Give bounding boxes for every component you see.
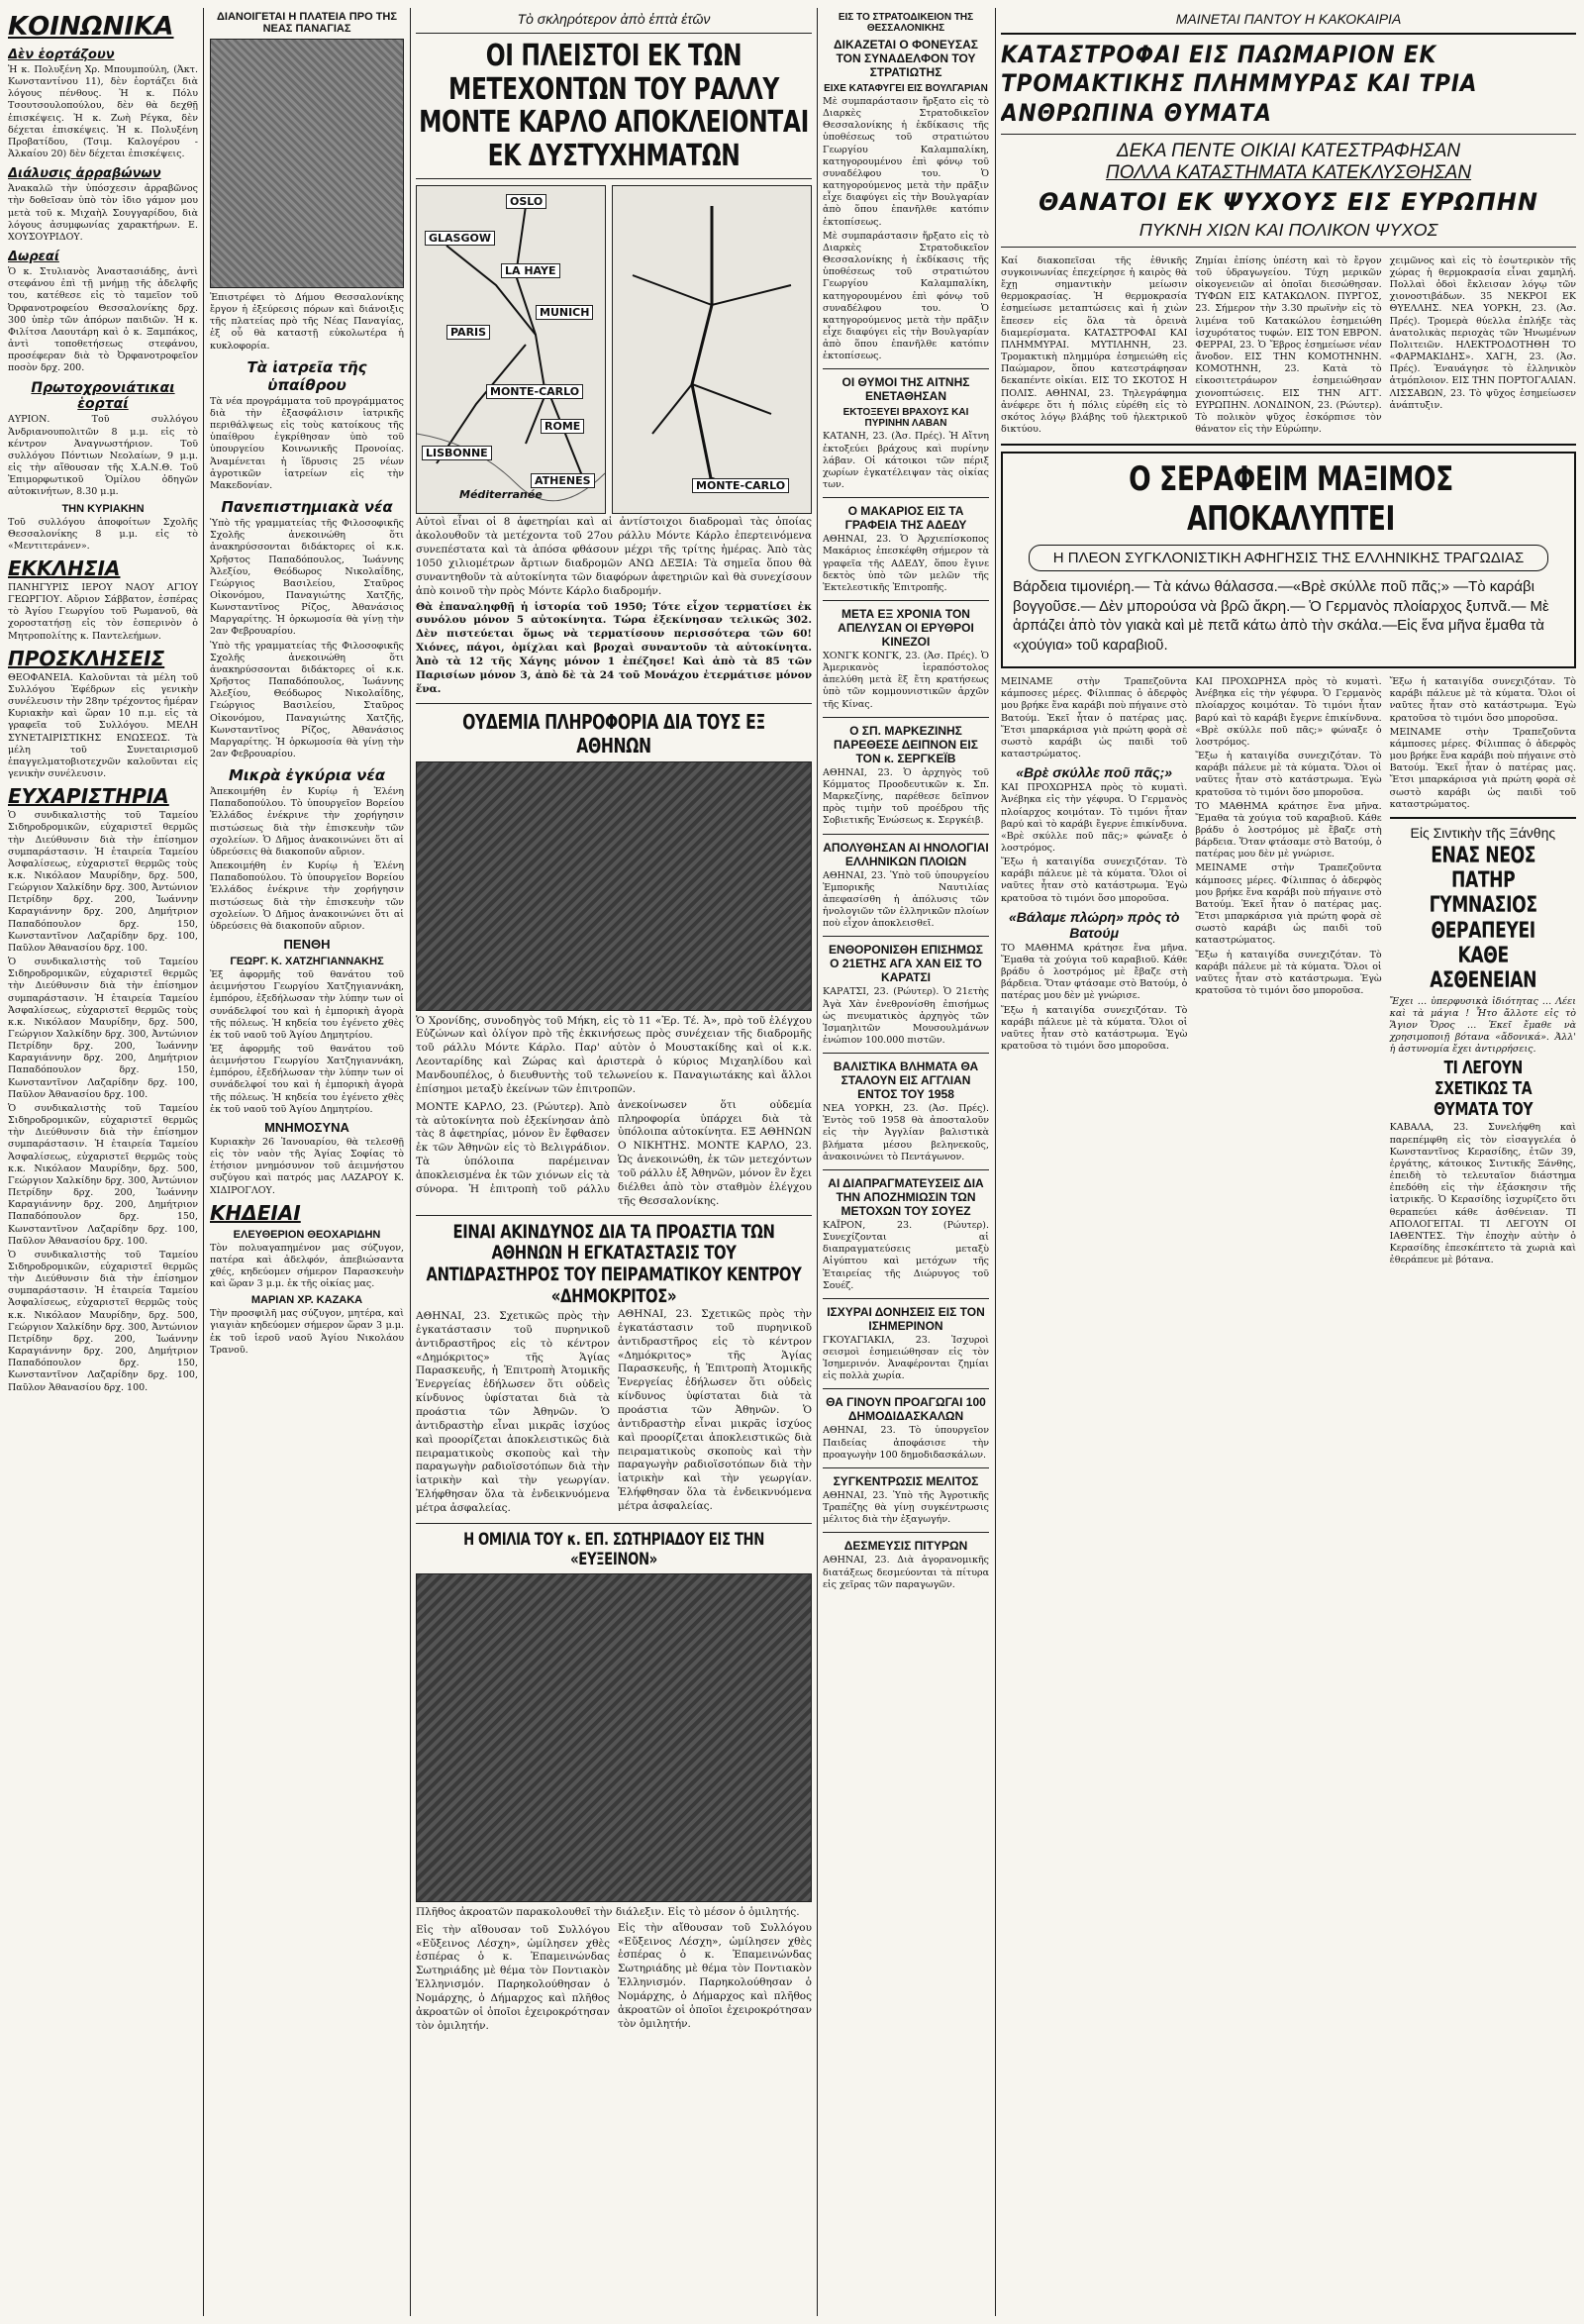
feature-text: ΜΕΙΝΑΜΕ στὴν Τραπεζοῦντα κάμποσες μέρες. Φίλιππας ὁ ἀδερφὸς μου βρήκε ἕνα καράβι ποὺ πήγαινε στὸ Βατούμ. Ἐκεῖ ἦταν ὁ πατέρας μας. Ἔτσι μπαρκάρισα γιὰ πρώτη φορὰ σὲ σωστὸ καράβι ὡς παιδὶ τοῦ καταστρώματος. xyxy=(1195,862,1382,947)
section-heading-social: ΚΟΙΝΩΝΙΚΑ xyxy=(8,12,174,42)
rally-body xyxy=(416,1099,812,1209)
feature-text: ΤΟ ΜΑΘΗΜΑ κράτησε ἕνα μῆνα. Ἔμαθα τὰ χούγια τοῦ καραβιοῦ. Κάθε βράδυ ὁ λοστρόμος μὲ ἔβαζε στὴ βάρδεια. Ὅταν φτάσαμε στὸ Βατούμ, ὁ πατέρας μου δὲν μὲ γνώρισε. xyxy=(1001,942,1188,1002)
divider xyxy=(416,1523,812,1524)
university-text: Ὑπὸ τῆς γραμματείας τῆς Φιλοσοφικῆς Σχολῆς ἀνεκοινώθη ὅτι ἀνακηρύσσονται διδάκτορες οἱ κ.κ. Χρῆστος Παπαδόπουλος, Ἰωάννης Ἀλεξίου, Θεόδωρος Νικολαΐδης, Γεώργιος Βασιλείου, Σταῦρος Οἰκονόμου, Παναγιώτης Χατζῆς, Κωνσταντῖνος Ρίζος, Ἀθανάσιος Μαργαρίτης. Ἡ ὁρκωμοσία θὰ γίνῃ τὴν 2αν Φεβρουαρίου. xyxy=(210,518,404,638)
invites-text: ΘΕΟΦΑΝΕΙΑ. Καλοῦνται τὰ μέλη τοῦ Συλλόγου Ἐφέδρων εἰς γενικὴν συνέλευσιν τὴν 28ην τρέχοντος ἡμέραν Κυριακὴν καὶ ὥραν 10 π.μ. εἰς τὰ γραφεῖα τοῦ Συλλόγου. ΜΕΛΗ ΣΥΝΕΤΑΙΡΙΣΤΙΚΗΣ ΕΝΩΣΕΩΣ. Τὰ μέλη τοῦ Συνεταιρισμοῦ ἐπαγγελματοβιοτεχνῶν καλοῦνται εἰς γενικὴν συνέλευσιν. xyxy=(8,671,198,780)
lecture-body xyxy=(416,1922,812,2035)
headline-lecture: Η ΟΜΙΛΙΑ ΤΟΥ κ. ΕΠ. ΣΩΤΗΡΙΑΔΟΥ ΕΙΣ ΤΗΝ «ΕΥΞΕΙΝΟΝ» xyxy=(463,1529,764,1569)
divider xyxy=(1001,134,1576,135)
feature-column xyxy=(1001,674,1187,1268)
subheading: Πρωτοχρονιάτικαι ἑορταί xyxy=(31,380,175,413)
section-heading-thanks: ΕΥΧΑΡΙΣΤΗΡΙΑ xyxy=(8,784,169,809)
brief-headline: Ο ΜΑΚΑΡΙΟΣ ΕΙΣ ΤΑ ΓΡΑΦΕΙΑ ΤΗΣ ΑΔΕΔΥ xyxy=(844,504,967,533)
map-label: MUNICH xyxy=(536,305,593,320)
small-news-text: Ἀπεκοιμήθη ἐν Κυρίῳ ἡ Ἑλένη Παπαδοπούλου. Τὸ ὑπουργεῖον Βορείου Ἑλλάδος ἐνέκρινε τὴν χορήγησιν πιστώσεως διὰ τὴν ἐπισκευὴν τῶν σχολείων. Ὁ Δῆμος ἀνακοινώνει ὅτι αἱ ὑδρεύσεις θὰ διακοποῦν αὔριον. xyxy=(210,860,404,932)
thanks-text: Ὁ συνδικαλιστὴς τοῦ Ταμείου Σιδηροδρομικῶν, εὐχαριστεῖ θερμῶς τὴν Διεύθυνσιν διὰ τὴν ἐπίσημον συμπαράστασιν. Ἡ ἐταιρεία Ταμείου Ἀσφαλίσεως, εὐχαριστεῖ θερμῶς τοὺς κ.κ. Νικόλαον Μαυρίδην, δρχ. 500, Γεώργιον Χαλκίδην δρχ. 300, Ἀντώνιον Πετρίδην δρχ. 200, Ἰωάννην Καραγιάννην δρχ. 200, Δημήτριον Παπαδόπουλον δρχ. 150, Κωνσταντῖνον Λαζαρίδην δρχ. 100, Παῦλον Ἀθανασίου δρχ. 100. xyxy=(8,957,198,1100)
column-rule xyxy=(817,8,818,2316)
funeral-text: Τὴν προσφιλῆ μας σύζυγον, μητέρα, καὶ γιαγιὰν κηδεύομεν σήμερον ὥραν 3 μ.μ. ἐκ τοῦ ἱεροῦ ναοῦ Ἁγίου Νικολάου Τρανοῦ. xyxy=(210,1308,404,1356)
brief-text: ΓΚΟΥΑΓΙΑΚΙΛ, 23. Ἰσχυροὶ σεισμοὶ ἐσημειώθησαν εἰς τὸν Ἰσημερινόν. Ἀναφέρονται ζημίαι εἰς πολλὰ χωρία. xyxy=(823,1334,989,1382)
kicker: Τὸ σκληρότερον ἀπὸ ἑπτὰ ἐτῶν xyxy=(517,11,711,27)
reactor-body-text: ΑΘΗΝΑΙ, 23. Σχετικῶς πρὸς τὴν ἐγκατάστασιν τοῦ πυρηνικοῦ ἀντιδραστῆρος εἰς τὸ κέντρον «Δημόκριτος» τῆς Ἁγίας Παρασκευῆς, ἡ Ἐπιτροπὴ Ἀτομικῆς Ἐνεργείας ἐδήλωσεν ὅτι οὐδεὶς κίνδυνος ὑφίσταται διὰ τὰ προάστια τῶν Ἀθηνῶν. Ὁ ἀντιδραστὴρ εἶναι μικρᾶς ἰσχύος καὶ προορίζεται ἀποκλειστικῶς διὰ πειραματικοὺς σκοποὺς καὶ τὴν παραγωγὴν ραδιοϊσοτόπων διὰ τὴν ἰατρικὴν καὶ τὴν γεωργίαν. Ἐλήφθησαν ὅλα τὰ ἐνδεικνυόμενα μέτρα ἀσφαλείας. xyxy=(618,1307,812,1512)
firsts-text: ΑΥΡΙΟΝ. Τοῦ συλλόγου Ἀνδριανουπολιτῶν 8 μ.μ. εἰς τὸ κέντρον Ἀναγνωστήριον. Τοῦ συλλόγου Πόντιων Νεολαίων, 9 μ.μ. εἰς τὴν αἴθουσαν τῆς Χ.Α.Ν.Θ. Τοῦ Ἐπιμορφωτικοῦ Ὁμίλου ὁδηγῶν αὐτοκινήτων, 8.30 μ.μ. xyxy=(8,414,198,498)
headline-athens-info: ΟΥΔΕΜΙΑ ΠΛΗΡΟΦΟΡΙΑ ΔΙΑ ΤΟΥΣ ΕΞ ΑΘΗΝΩΝ xyxy=(462,709,765,758)
feature-column xyxy=(1390,674,1576,1268)
feature-text: Ἔξω ἡ καταιγίδα συνεχιζόταν. Τὸ καράβι πάλευε μὲ τὰ κύματα. Ὅλοι οἱ ναῦτες ἦταν στὸ κατάστρωμα. Ἐγὼ κρατοῦσα τὸ τιμόνι ὅσο μποροῦσα. xyxy=(1389,676,1576,724)
column-briefs xyxy=(823,8,989,2316)
brief-subheadline: ΕΚΤΟΞΕΥΕΙ ΒΡΑΧΟΥΣ ΚΑΙ ΠΥΡΙΝΗΝ ΛΑΒΑΝ xyxy=(842,407,969,430)
headline-reactor: ΕΙΝΑΙ ΑΚΙΝΔΥΝΟΣ ΔΙΑ ΤΑ ΠΡΟΑΣΤΙΑ ΤΩΝ ΑΘΗΝΩΝ Η ΕΓΚΑΤΑΣΤΑΣΙΣ ΤΟΥ ΑΝΤΙΔΡΑΣΤΗΡΟΣ ΤΟΥ ΠΕΙΡΑΜΑΤΙΚΟΥ ΚΕΝΤΡΟΥ «ΔΗΜΟΚΡΙΤΟΣ» xyxy=(426,1220,802,1308)
clinic-text: Τὰ νέα προγράμματα τοῦ προγράμματος διὰ τὴν ἐξασφάλισιν ἰατρικῆς περιθάλψεως εἰς τοὺς κατοίκους τῆς ὑπαίθρου ἐγκρίθησαν ὑπὸ τοῦ ὑπουργείου Κοινωνικῆς Προνοίας. Ἀναμένεται ἡ ἵδρυσις 25 νέων ἀγροτικῶν ἰατρείων εἰς τὴν Μακεδονίαν. xyxy=(210,395,404,491)
weather-columns xyxy=(1001,253,1576,438)
divider xyxy=(823,1467,989,1468)
brief-headline: Ο ΣΠ. ΜΑΡΚΕΖΙΝΗΣ ΠΑΡΕΘΕΣΕ ΔΕΙΠΝΟΝ ΕΙΣ ΤΟΝ κ. ΣΕΡΓΚΕΪΒ xyxy=(834,723,978,765)
brief-headline: ΘΑ ΓΙΝΟΥΝ ΠΡΟΑΓΩΓΑΙ 100 ΔΗΜΟΔΙΔΑΣΚΑΛΩΝ xyxy=(826,1395,986,1424)
feature-text: ΜΕΙΝΑΜΕ στὴν Τραπεζοῦντα κάμποσες μέρες. Φίλιππας ὁ ἀδερφὸς μου βρήκε ἕνα καράβι ποὺ πήγαινε στὸ Βατούμ. Ἐκεῖ ἦταν ὁ πατέρας μας. Ἔτσι μπαρκάρισα γιὰ πρώτη φορὰ σὲ σωστὸ καράβι ὡς παιδὶ τοῦ καταστρώματος. xyxy=(1001,676,1188,760)
divider xyxy=(416,178,812,179)
gifts-text: Ὁ κ. Στυλιανὸς Ἀναστασιάδης, ἀντὶ στεφάνου ἐπὶ τῇ μνήμῃ τῆς ἀδελφῆς του, κατέθεσε εἰς τὸ ταμεῖον τοῦ Ὀρφανοτροφείου Θεσσαλονίκης δρχ. 300 ὑπὲρ τῶν ἀπόρων παιδιῶν. Ἡ κ. Φιλίτσα Λαουτάρη καὶ ὁ κ. Ξαμπάκος, ἀντὶ τοποθετήσεως στεφάνου, προσέφεραν διὰ τὸ Ὀρφανοτροφεῖον ποσὸν δρχ. 200. xyxy=(8,266,198,374)
section-heading-invites: ΠΡΟΣΚΛΗΣΕΙΣ xyxy=(8,646,165,670)
feature-headline: Ο ΣΕΡΑΦΕΙΜ ΜΑΞΙΜΟΣ ΑΠΟΚΑΛΥΠΤΕΙ xyxy=(1129,459,1453,540)
map-label: ROME xyxy=(541,419,584,434)
subheading: ΠΕΝΘΗ xyxy=(283,937,331,953)
feature-text: ΚΑΙ ΠΡΟΧΩΡΗΣΑ πρὸς τὸ κυματὶ. Ἀνέβηκα εἰς τὴν γέφυρα. Ὁ Γερμανὸς πλοίαρχος κοιμόταν. Τὸ τιμόνι ἦταν βαρύ καὶ τὸ καράβι ἔγερνε ἐπικίνδυνα. «Βρὲ σκύλλε ποῦ πᾶς;» φώναξε ὁ λοστρόμος. xyxy=(1001,782,1188,855)
church-text: ΠΑΝΗΓΥΡΙΣ ΙΕΡΟΥ ΝΑΟΥ ΑΓΙΟΥ ΓΕΩΡΓΙΟΥ. Αὔριον Σάββατον, ἑσπέρας τὸ Ἀγίου Γεωργίου τοῦ Ρωμανοῦ, θὰ χοροστατήσῃ εἰς τὸν ἑσπερινὸν ὁ Μητροπολίτης κ. Παντελεήμων. xyxy=(8,582,198,642)
map-label: LISBONNE xyxy=(422,446,492,460)
social-text: Ἡ κ. Πολυξένη Χρ. Μπουμπούλη, (Ἀκτ. Κωνσταντίνου 11), δὲν ἑορτάζει διὰ λόγους πένθους. Ἡ κ. Πόλυ Τσουτσουλοπούλου, δὲν θὰ δεχθῇ ἐπισκέψεις. Ἡ κ. Ζωὴ Ρέγκα, δὲν δέχεται ἐπισκέψεις. Ἡ κ. Πολυξένη Προβατίδου, (Τσιμ. Καλογέρου - Ἀλκαίου 20) δὲν δέχεται ἐπισκέψεις. xyxy=(8,64,198,160)
ad-headline-2: ΤΙ ΛΕΓΟΥΝ ΣΧΕΤΙΚΩΣ ΤΑ ΘΥΜΑΤΑ ΤΟΥ xyxy=(1433,1058,1533,1121)
divider xyxy=(823,1298,989,1299)
building-photo xyxy=(210,39,404,288)
brief-headline: ΟΙ ΘΥΜΟΙ ΤΗΣ ΑΙΤΝΗΣ ΕΝΕΤΑΘΗΣΑΝ xyxy=(842,375,970,404)
column-rule xyxy=(410,8,411,2316)
feature-column xyxy=(1195,674,1381,1268)
subheading: Δωρεαί xyxy=(8,250,59,265)
divider xyxy=(823,1053,989,1054)
memorial-text: Κυριακὴν 26 Ἰανουαρίου, θὰ τελεσθῇ εἰς τὸν ναὸν τῆς Ἁγίας Σοφίας τὸ ἐτήσιον μνημόσυνον τοῦ ἀειμνήστου συζύγου καὶ πατρός μας ΛΑΖΑΡΟΥ Κ. ΧΙΔΙΡΟΓΛΟΥ. xyxy=(210,1136,404,1196)
divider xyxy=(823,1388,989,1389)
thanks-text: Ὁ συνδικαλιστὴς τοῦ Ταμείου Σιδηροδρομικῶν, εὐχαριστεῖ θερμῶς τὴν Διεύθυνσιν διὰ τὴν ἐπίσημον συμπαράστασιν. Ἡ ἐταιρεία Ταμείου Ἀσφαλίσεως, εὐχαριστεῖ θερμῶς τοὺς κ.κ. Νικόλαον Μαυρίδην, δρχ. 500, Γεώργιον Χαλκίδην δρχ. 300, Ἀντώνιον Πετρίδην δρχ. 200, Ἰωάννην Καραγιάννην δρχ. 200, Δημήτριον Παπαδόπουλον δρχ. 150, Κωνσταντῖνον Λαζαρίδην δρχ. 100, Παῦλον Ἀθανασίου δρχ. 100. xyxy=(8,1102,198,1247)
mourning-text: Ἐξ ἀφορμῆς τοῦ θανάτου τοῦ ἀειμνήστου Γεωργίου Χατζηγιαννάκη, ἐμπόρου, ἐξεδήλωσαν τὴν λύπην των οἱ συνάδελφοί του καὶ ἡ ἐμπορικὴ ἀγορὰ τῆς πόλεως. Ἡ κηδεία του ἐγένετο χθὲς ἐκ τοῦ ναοῦ τοῦ Ἁγίου Δημητρίου. xyxy=(210,1043,404,1115)
ad-text: Ἔχει … ὑπερφυσικὰ ἰδιότητας … Λέει καὶ τὰ μάγια ! Ἦτο ἄλλοτε εἰς τὸ Ἅγιον Ὄρος … Ἐκεῖ ἔμαθε νὰ χρησιμοποιῇ βότανα «ἄδονικά». Ἀλλ' ἡ ἀστυνομία ἔχει ἀντιρρήσεις. xyxy=(1389,995,1576,1056)
divider xyxy=(823,1169,989,1170)
audience-photo-caption: Πλῆθος ἀκροατῶν παρακολουθεῖ τὴν διάλεξιν. Εἰς τὸ μέσον ὁ ὁμιλητής. xyxy=(416,1905,800,1918)
reactor-body xyxy=(416,1308,812,1517)
feature-text: ΤΟ ΜΑΘΗΜΑ κράτησε ἕνα μῆνα. Ἔμαθα τὰ χούγια τοῦ καραβιοῦ. Κάθε βράδυ ὁ λοστρόμος μὲ ἔβαζε στὴ βάρδεια. Ὅταν φτάσαμε στὸ Βατούμ, ὁ πατέρας μου δὲν μὲ γνώρισε. xyxy=(1195,800,1382,860)
brief-text: ΝΕΑ ΥΟΡΚΗ, 23. (Ἀσ. Πρές). Ἐντὸς τοῦ 1958 θὰ ἀποσταλοῦν εἰς τὴν Ἀγγλίαν βαλιστικὰ βλήματα μέσου βεληνεκοῦς, ἀνακοινώνει τὸ Πεντάγωνον. xyxy=(823,1103,989,1162)
map-label: MONTE-CARLO xyxy=(486,384,583,399)
brief-text: ΑΘΗΝΑΙ, 23. Διὰ ἀγορανομικῆς διατάξεως δεσμεύονται τὰ πίτυρα εἰς χεῖρας τῶν παραγωγῶν. xyxy=(823,1555,989,1590)
map-label: MONTE-CARLO xyxy=(692,478,789,493)
subheading: ΤΗΝ ΚΥΡΙΑΚΗΝ xyxy=(61,502,145,515)
brief-text: ΚΑΤΑΝΗ, 23. (Ἀσ. Πρές). Ἡ Αἴτνη ἐκτοξεύει βράχους καὶ πυρίνην λάβαν. Οἱ κάτοικοι τῶν πέριξ χωρίων ἐγκατέλειψαν τὰς οἰκίας των. xyxy=(823,431,989,491)
feature-text: ΚΑΙ ΠΡΟΧΩΡΗΣΑ πρὸς τὸ κυματὶ. Ἀνέβηκα εἰς τὴν γέφυρα. Ὁ Γερμανὸς πλοίαρχος κοιμόταν. Τὸ τιμόνι ἦταν βαρύ καὶ τὸ καράβι ἔγερνε ἐπικίνδυνα. «Βρὲ σκύλλε ποῦ πᾶς;» φώναξε ὁ λοστρόμος. xyxy=(1195,676,1382,748)
engage-text: Ἀνακαλῶ τὴν ὑπόσχεσιν ἀρραβῶνος τὴν δοθεῖσαν ὑπὸ τὸν ἰδιο γάμον μου μετὰ τοῦ κ. Μιχαὴλ Σουγγαρίδου, διὰ λόγους ἀσυμφωνίας χαρακτήρων. Ε. ΧΟΥΣΟΥΡΙΔΟΥ. xyxy=(8,183,198,243)
feature-text: Ἔξω ἡ καταιγίδα συνεχιζόταν. Τὸ καράβι πάλευε μὲ τὰ κύματα. Ὅλοι οἱ ναῦτες ἦταν στὸ κατάστρωμα. Ἐγὼ κρατοῦσα τὸ τιμόνι ὅσο μποροῦσα. xyxy=(1001,1004,1188,1053)
map-label: ATHENES xyxy=(531,473,595,488)
subheading: ΜΝΗΜΟΣΥΝΑ xyxy=(264,1119,349,1135)
brief-text: ΑΘΗΝΑΙ, 23. Ὁ Ἀρχιεπίσκοπος Μακάριος ἐπεσκέφθη σήμερον τὰ γραφεῖα τῆς ΑΔΕΔΥ, ὅπου ἔγινε δεκτὸς ὑπὸ τῶν μελῶν τῆς Ἐκτελεστικῆς Ἐπιτροπῆς. xyxy=(823,534,989,593)
column-rule xyxy=(203,8,204,2316)
weather-text: χειμῶνος καὶ εἰς τὸ ἐσωτερικὸν τῆς χώρας ἡ θερμοκρασία εἶναι χαμηλή. Πολλαὶ ὁδοὶ ἔκλεισαν λόγῳ τῶν χιονοστιβάδων. 35 ΝΕΚΡΟΙ ΕΚ ΘΥΕΛΛΗΣ. ΝΕΑ ΥΟΡΚΗ, 23. (Ἀσ. Πρές). Τρομερὰ θύελλα ἐπλήξε τὰς ἀνατολικὰς περιοχὰς τῶν Ἡνωμένων Πολιτειῶν. ΗΛΕΚΤΡΟΔΟΤΗΘΗ ΤΟ «ΦΑΡΜΑΚΙΔΗΣ». ΧΑΓΗ, 23. (Ἀσ. Πρές). Ἐναυάγησε τὸ ἑλληνικὸν ἀτμόπλοιον. ΕΙΣ ΤΗΝ ΠΟΡΤΟΓΑΛΙΑΝ. ΛΙΣΣΑΒΩΝ, 23. Τὸ ψῦχος ἐσημείωσεν ἀνάπτυξιν. xyxy=(1389,254,1576,411)
brief-text: ΚΑΪΡΟΝ, 23. (Ρώυτερ). Συνεχίζονται αἱ διαπραγματεύσεις μεταξὺ Αἰγύπτου καὶ μετόχων τῆς Ἑταιρείας τῆς Διώρυγος τοῦ Σουέζ. xyxy=(823,1219,989,1291)
thanks-text: Ὁ συνδικαλιστὴς τοῦ Ταμείου Σιδηροδρομικῶν, εὐχαριστεῖ θερμῶς τὴν Διεύθυνσιν διὰ τὴν ἐπίσημον συμπαράστασιν. Ἡ ἐταιρεία Ταμείου Ἀσφαλίσεως, εὐχαριστεῖ θερμῶς τοὺς κ.κ. Νικόλαον Μαυρίδην, δρχ. 500, Γεώργιον Χαλκίδην δρχ. 300, Ἀντώνιον Πετρίδην δρχ. 200, Ἰωάννην Καραγιάννην δρχ. 200, Δημήτριον Παπαδόπουλον δρχ. 150, Κωνσταντῖνον Λαζαρίδην δρχ. 100, Παῦλον Ἀθανασίου δρχ. 100. xyxy=(8,1249,198,1393)
column-classifieds xyxy=(8,8,198,2316)
thanks-text: Ὁ συνδικαλιστὴς τοῦ Ταμείου Σιδηροδρομικῶν, εὐχαριστεῖ θερμῶς τὴν Διεύθυνσιν διὰ τὴν ἐπίσημον συμπαράστασιν. Ἡ ἐταιρεία Ταμείου Ἀσφαλίσεως, εὐχαριστεῖ θερμῶς τοὺς κ.κ. Νικόλαον Μαυρίδην, δρχ. 500, Γεώργιον Χαλκίδην δρχ. 300, Ἀντώνιον Πετρίδην δρχ. 200, Ἰωάννην Καραγιάννην δρχ. 200, Δημήτριον Παπαδόπουλον δρχ. 150, Κωνσταντῖνον Λαζαρίδην δρχ. 100, Παῦλον Ἀθανασίου δρχ. 100. xyxy=(8,810,198,954)
map-caption-2: Θὰ ἐπαναληφθῇ ἡ ἱστορία τοῦ 1950; Τότε εἶχον τερματίσει ἐκ συνόλου μόνον 5 αὐτοκίνητα. Τώρα ἐξεκίνησαν τελικῶς 302. Δὲν πιστεύεται ὅμως νὰ τερματίσουν περισσότερα τῶν 60! Χιόνες, πάγοι, ὀμίχλαι καὶ βροχαὶ συναντοῦν τὰ αὐτοκίνητα. Ἀπὸ τὰ 12 τῆς Χάγης μόνον 1 ἐπέζησε! Καὶ ἀπὸ τὰ 85 τῶν Παρισίων μόνον 3, ἀπὸ δὲ τὰ 24 τοῦ Μονάχου ἐτερμάτισε μόνον ἕνα. xyxy=(416,600,812,695)
divider xyxy=(1390,817,1576,819)
brief-text: ΑΘΗΝΑΙ, 23. Ὁ ἀρχηγὸς τοῦ Κόμματος Προοδευτικῶν κ. Σπ. Μαρκεζίνης, παρέθεσε δεῖπνον πρὸς τιμὴν τοῦ προέδρου τῆς Σοβιετικῆς Ἑνώσεως κ. Σεργκέιβ. xyxy=(823,766,989,827)
divider xyxy=(823,368,989,369)
map-label: PARIS xyxy=(446,325,490,340)
divider xyxy=(416,1215,812,1216)
route-map xyxy=(416,185,606,514)
divider xyxy=(1001,444,1576,446)
map-label: LA HAYE xyxy=(501,263,560,278)
convergence-map-lines xyxy=(613,186,811,513)
divider xyxy=(823,717,989,718)
brief-text: ΧΟΝΓΚ ΚΟΝΓΚ, 23. (Ἀσ. Πρές). Ὁ Ἀμερικανὸς ἱεραπόστολος ἀπελύθη μετὰ ἓξ ἔτη κρατήσεως ὑπὸ τῶν κομμουνιστικῶν ἀρχῶν τῆς Κίνας. xyxy=(823,651,989,710)
audience-photo xyxy=(416,1573,812,1902)
ad-body: ΚΑΒΑΛΑ, 23. Συνελήφθη καὶ παρεπέμφθη εἰς τὸν εἰσαγγελέα ὁ Κωνσταντῖνος Κερασίδης, ἐτῶν 39, ἐργάτης, κάτοικος Σιντικῆς Ξάνθης, ἐπειδὴ τὸ τελευταῖον διάστημα ἐπεδόθη εἰς τὴν ἐξάσκησιν τῆς ἰατρικῆς. Ὁ Κερασίδης ἰσχυρίζετο ὅτι θεραπεύει κάθε ἀσθένειαν. ΤΙ ΑΠΟΛΟΓΕΙΤΑΙ. ΤΙ ΛΕΓΟΥΝ ΟΙ ΙΑΘΕΝΤΕΣ. Τὴν ἐποχὴν αὐτὴν ὁ Κερασίδης ἐπεσκέπτετο τὰ χωριὰ καὶ ἐθεράπευε μὲ βότανα. xyxy=(1389,1122,1576,1266)
reactor-body-text: ΑΘΗΝΑΙ, 23. Σχετικῶς πρὸς τὴν ἐγκατάστασιν τοῦ πυρηνικοῦ ἀντιδραστῆρος εἰς τὸ κέντρον «Δημόκριτος» τῆς Ἁγίας Παρασκευῆς, ἡ Ἐπιτροπὴ Ἀτομικῆς Ἐνεργείας ἐδήλωσεν ὅτι οὐδεὶς κίνδυνος ὑφίσταται διὰ τὰ προάστια τῶν Ἀθηνῶν. Ὁ ἀντιδραστὴρ εἶναι μικρᾶς ἰσχύος καὶ προορίζεται ἀποκλειστικῶς διὰ πειραματικοὺς σκοποὺς καὶ τὴν παραγωγὴν ραδιοϊσοτόπων διὰ τὴν ἰατρικὴν καὶ τὴν γεωργίαν. Ἐλήφθησαν ὅλα τὰ ἐνδεικνυόμενα μέτρα ἀσφαλείας. xyxy=(416,1309,610,1514)
ad-kicker: Εἰς Σιντικὴν τῆς Ξάνθης xyxy=(1410,824,1556,841)
kicker: ΜΑΙΝΕΤΑΙ ΠΑΝΤΟΥ Η ΚΑΚΟΚΑΙΡΙΑ xyxy=(1175,11,1402,27)
feature-text: Ἔξω ἡ καταιγίδα συνεχιζόταν. Τὸ καράβι πάλευε μὲ τὰ κύματα. Ὅλοι οἱ ναῦτες ἦταν στὸ κατάστρωμα. Ἐγὼ κρατοῦσα τὸ τιμόνι ὅσο μποροῦσα. xyxy=(1001,857,1188,904)
brief-text: Μὲ συμπαράστασιν ἤρξατο εἰς τὸ Διαρκὲς Στρατοδικεῖον Θεσσαλονίκης ἡ ἐκδίκασις τῆς ὑποθέσεως τοῦ στρατιώτου Γεωργίου Καλαμπαλίκη, κατηγορουμένου ἐπὶ φόνῳ τοῦ συναδέλφου του. Ὁ κατηγορούμενος μετὰ τὴν πρᾶξιν εἶχε διαφύγει εἰς τὴν Βουλγαρίαν ἀπὸ ὅπου ἐπανῆλθε κατόπιν ἐκτοπίσεως. xyxy=(823,230,989,362)
brief-text: Μὲ συμπαράστασιν ἤρξατο εἰς τὸ Διαρκὲς Στρατοδικεῖον Θεσσαλονίκης ἡ ἐκδίκασις τῆς ὑποθέσεως τοῦ στρατιώτου Γεωργίου Καλαμπαλίκη, κατηγορουμένου ἐπὶ φόνῳ τοῦ συναδέλφου του. Ὁ κατηγορούμενος μετὰ τὴν πρᾶξιν εἶχε διαφύγει εἰς τὴν Βουλγαρίαν ἀπὸ ὅπου ἐπανῆλθε κατόπιν ἐκτοπίσεως. xyxy=(823,96,989,228)
divider xyxy=(823,497,989,498)
feature-box xyxy=(1001,452,1576,668)
divider xyxy=(823,936,989,937)
subheading: Τὰ ἰατρεῖα τῆς ὑπαίθρου xyxy=(247,357,367,394)
section-heading-church: ΕΚΚΛΗΣΙΑ xyxy=(8,556,121,580)
lecture-body-text: Εἰς τὴν αἴθουσαν τοῦ Συλλόγου «Εὔξεινος Λέσχη», ὡμίλησεν χθὲς ἑσπέρας ὁ κ. Ἐπαμεινώνδας Σωτηριάδης μὲ θέμα τὸν Ποντιακὸν Ἑλληνισμόν. Παρηκολούθησαν ὁ Νομάρχης, ὁ Δήμαρχος καὶ πλῆθος ἀκροατῶν οἱ ὁποῖοι ἐχειροκρότησαν τὸν ὁμιλητήν. xyxy=(416,1923,610,2032)
brief-headline: ΕΝΘΟΡΟΝΙΣΘΗ ΕΠΙΣΗΜΩΣ Ο 21ΕΤΗΣ ΑΓΑ ΧΑΝ ΕΙΣ ΤΟ ΚΑΡΑΤΣΙ xyxy=(829,943,983,985)
cold-subheadline: ΠΥΚΝΗ ΧΙΩΝ ΚΑΙ ΠΟΛΙΚΟΝ ΨΥΧΟΣ xyxy=(1138,219,1438,240)
headline-cold: ΘΑΝΑΤΟΙ ΕΚ ΨΥΧΟΥΣ ΕΙΣ ΕΥΡΩΠΗΝ xyxy=(1039,187,1538,216)
brief-text: ΑΘΗΝΑΙ, 23. Τὸ ὑπουργεῖον Παιδείας ἀποφάσισε τὴν προαγωγὴν 100 δημοδιδασκάλων. xyxy=(823,1425,989,1461)
feature-text: Ἔξω ἡ καταιγίδα συνεχιζόταν. Τὸ καράβι πάλευε μὲ τὰ κύματα. Ὅλοι οἱ ναῦτες ἦταν στὸ κατάστρωμα. Ἐγὼ κρατοῦσα τὸ τιμόνι ὅσο μποροῦσα. xyxy=(1195,751,1382,798)
divider xyxy=(416,33,812,34)
map-label: Méditerranée xyxy=(459,488,543,502)
brief-headline: ΔΕΣΜΕΥΣΙΣ ΠΙΤΥΡΩΝ xyxy=(843,1539,968,1554)
subheading: Μικρὰ ἐγκύρια νέα xyxy=(228,766,386,785)
brief-text: ΑΘΗΝΑΙ, 23. Ὑπὸ τοῦ ὑπουργείου Ἐμπορικῆς Ναυτιλίας ἀπεφασίσθη ἡ ἀπόλυσις τῶν ἠνολογιῶν τῶν ἑλληνικῶν πλοίων ποὺ εἶχον ἀποκλεισθεῖ. xyxy=(823,869,989,930)
brief-headline: ΑΠΟΛΥΘΗΣΑΝ ΑΙ ΗΝΟΛΟΓΙΑΙ ΕΛΛΗΝΙΚΩΝ ΠΛΟΙΩΝ xyxy=(823,840,989,868)
headline-flood: ΚΑΤΑΣΤΡΟΦΑΙ ΕΙΣ ΠΑΩΜΑΡΙΟΝ ΕΚ ΤΡΟΜΑΚΤΙΚΗΣ ΠΛΗΜΜΥΡΑΣ ΚΑΙ ΤΡΙΑ ΑΝΘΡΩΠΙΝΑ ΘΥΜΑΤΑ xyxy=(1001,41,1478,127)
flood-subheadline: ΠΟΛΛΑ ΚΑΤΑΣΤΗΜΑΤΑ ΚΑΤΕΚΛΥΣΘΗΣΑΝ xyxy=(1105,161,1472,183)
ad-headline: ΕΝΑΣ ΝΕΟΣ ΠΑΤΗΡ ΓΥΜΝΑΣΙΟΣ ΘΕΡΑΠΕΥΕΙ ΚΑΘΕ ΑΣΘΕΝΕΙΑΝ xyxy=(1429,843,1537,994)
brief-headline: ΜΕΤΑ ΕΞ ΧΡΟΝΙΑ ΤΟΝ ΑΠΕΛΥΣΑΝ ΟΙ ΕΡΥΘΡΟΙ ΚΙΝΕΖΟΙ xyxy=(838,607,974,649)
divider xyxy=(1001,247,1576,248)
feature-crosshead: «Βρὲ σκύλλε ποῦ πᾶς;» xyxy=(1016,764,1173,781)
mourning-name: ΓΕΩΡΓ. Κ. ΧΑΤΖΗΓΙΑΝΝΑΚΗΣ xyxy=(230,956,384,968)
section-heading-funerals: ΚΗΔΕΙΑΙ xyxy=(210,1200,301,1225)
convergence-map xyxy=(612,185,812,514)
rally-body-text: ΜΟΝΤΕ ΚΑΡΛΟ, 23. (Ρώυτερ). Ἀπὸ τὰ αὐτοκίνητα ποὺ ἐξεκίνησαν ἀπὸ τὰς 8 ἀφετηρίας, μόνον ἓν ἔφθασεν ἐκ τῶν Ἀθηνῶν εἰς τὸ Βελιγράδιον. Τὰ ὑπόλοιπα παρέμειναν ἀποκλεισμένα ἐκ τῶν χιόνων εἰς τὰ σύνορα. Ἡ ἐπιτροπὴ τοῦ ράλλυ ἀνεκοίνωσεν ὅτι οὐδεμία πληροφορία ὑπάρχει διὰ τὰ ὑπόλοιπα αὐτοκίνητα. ΕΞ ΑΘΗΝΩΝ Ο ΝΙΚΗΤΗΣ. ΜΟΝΤΕ ΚΑΡΛΟ, 23. Ὡς ἀνεκοινώθη, ἐκ τῶν μετεχόντων τοῦ ράλλυ ἐξ Ἀθηνῶν, μόνον ἓν ἔχει διέλθει ἀπὸ τὸν σταθμὸν ἐλέγχου τῆς Θεσσαλονίκης. xyxy=(416,1098,812,1207)
divider xyxy=(823,1532,989,1533)
brief-text: ΑΘΗΝΑΙ, 23. Ὑπὸ τῆς Ἀγροτικῆς Τραπέζης θὰ γίνῃ συγκέντρωσις μέλιτος διὰ τὴν ἐξαγωγήν. xyxy=(823,1489,989,1526)
brief-headline: ΒΑΛΙΣΤΙΚΑ ΒΛΗΜΑΤΑ ΘΑ ΣΤΑΛΟΥΝ ΕΙΣ ΑΓΓΛΙΑΝ ΕΝΤΟΣ ΤΟΥ 1958 xyxy=(833,1060,979,1102)
mourning-text: Ἐξ ἀφορμῆς τοῦ θανάτου τοῦ ἀειμνήστου Γεωργίου Χατζηγιαννάκη, ἐμπόρου, ἐξεδήλωσαν τὴν λύπην των οἱ συνάδελφοί του καὶ ἡ ἐμπορικὴ ἀγορὰ τῆς πόλεως. Ἡ κηδεία του ἐγένετο χθὲς ἐκ τοῦ ναοῦ τοῦ Ἁγίου Δημητρίου. xyxy=(210,969,404,1041)
brief-headline: ΙΣΧΥΡΑΙ ΔΟΝΗΣΕΙΣ ΕΙΣ ΤΟΝ ΙΣΗΜΕΡΙΝΟΝ xyxy=(827,1304,985,1333)
weather-text: Καί διακοπεῖσαι τῆς ἐθνικῆς συγκοινωνίας ἐπεχείρησε ἡ καιρὸς θὰ ἔχῃ σημαντικὴν μείωσιν θερμοκρασίας. Ἡ θερμοκρασία ἐσημείωσε μεταπτώσεις καὶ ἡ χιὼν ἔπεσεν εἰς ὅλα τὰ ὀρεινὰ διαμερίσματα. ΚΑΤΑΣΤΡΟΦΑΙ ΚΑΙ ΠΛΗΜΜΥΡΑΙ. ΜΥΤΙΛΗΝΗ, 23. Τρομακτικὴ πλημμύρα ἐσημειώθη εἰς Παώμαρον, ὅπου κατεστράφησαν δεκαπέντε οἰκίαι. ΕΙΣ ΤΟ ΣΚΟΤΟΣ Η ΠΟΛΙΣ. ΑΘΗΝΑΙ, 23. Τηλεγράφημα ἀνέφερε ὅτι ἡ πόλις εὑρέθη εἰς τὸ σκότος λόγῳ βλάβης τοῦ ἠλεκτρικοῦ δικτύου. xyxy=(1001,254,1188,435)
feature-text: ΜΕΙΝΑΜΕ στὴν Τραπεζοῦντα κάμποσες μέρες. Φίλιππας ὁ ἀδερφὸς μου βρήκε ἕνα καράβι ποὺ πήγαινε στὸ Βατούμ. Ἐκεῖ ἦταν ὁ πατέρας μας. Ἔτσι μπαρκάρισα γιὰ πρώτη φορὰ σὲ σωστὸ καράβι ὡς παιδὶ τοῦ καταστρώματος. xyxy=(1389,726,1576,810)
feature-crosshead: «Βάλαμε πλώρη» πρὸς τὸ Βατούμ xyxy=(1008,908,1180,941)
brief-headline: ΑΙ ΔΙΑΠΡΑΓΜΑΤΕΥΣΕΙΣ ΔΙΑ ΤΗΝ ΑΠΟΖΗΜΙΩΣΙΝ ΤΩΝ ΜΕΤΟΧΩΝ ΤΟΥ ΣΟΥΕΖ xyxy=(828,1175,984,1218)
headline-rally: ΟΙ ΠΛΕΙΣΤΟΙ ΕΚ ΤΩΝ ΜΕΤΕΧΟΝΤΩΝ ΤΟΥ ΡΑΛΛΥ ΜΟΝΤΕ ΚΑΡΛΟ ΑΠΟΚΛΕΙΟΝΤΑΙ ΕΚ ΔΥΣΤΥΧΗΜΑΤΩΝ xyxy=(419,39,809,173)
feature-subheadline: Η ΠΛΕΟΝ ΣΥΓΚΛΟΝΙΣΤΙΚΗ ΑΦΗΓΗΣΙΣ ΤΗΣ ΕΛΛΗΝΙΚΗΣ ΤΡΑΓΩΔΙΑΣ xyxy=(1029,545,1548,571)
feature-lead: Βάρδεια τιμονιέρη.— Τὰ κάνω θάλασσα.—«Βρὲ σκύλλε ποῦ πᾶς;» —Τὸ καράβι βογγοῦσε.— Δὲν μπορούσα νὰ βρῶ ἄκρη.— Ὁ Γερμανὸς πλοίαρχος ξυπνᾶ.— Μὲ ἁρπάζει ἀπὸ τὸν γιακὰ καὶ μὲ πετᾶ κάτω ἀπὸ τὴν σκάλα.—Εἰς ἕνα μῆνα ἔμαθα τὰ «χούγια» τοῦ καραβιοῦ. xyxy=(1013,578,1549,654)
brief-kicker: ΕΙΣ ΤΟ ΣΤΡΑΤΟΔΙΚΕΙΟΝ ΤΗΣ ΘΕΣΣΑΛΟΝΙΚΗΣ xyxy=(838,12,974,34)
divider xyxy=(823,600,989,601)
subheading: Διάλυσις ἀρραβώνων xyxy=(8,166,161,182)
map-label: OSLO xyxy=(506,194,546,209)
column-local-news xyxy=(210,8,404,2316)
divider xyxy=(416,703,812,704)
sunday-text: Τοῦ συλλόγου ἀποφοίτων Σχολῆς Θεσσαλονίκης 8 μ.μ. εἰς τὸ «Μεντιτεράνεν». xyxy=(8,516,198,552)
photo-caption: Ἐπιστρέφει τὸ Δήμου Θεσσαλονίκης ἔργον ἡ ἐξεύρεσις πόρων καὶ διάνοιξις τῆς πλατείας πρὸ τῆς Νέας Παναγίας, ἐξ οὗ θὰ καταστῇ εὐκολωτέρα ἡ κυκλοφορία. xyxy=(210,292,404,352)
brief-headline: ΣΥΓΚΕΝΤΡΩΣΙΣ ΜΕΛΙΤΟΣ xyxy=(833,1473,979,1488)
feature-text: Ἔξω ἡ καταιγίδα συνεχιζόταν. Τὸ καράβι πάλευε μὲ τὰ κύματα. Ὅλοι οἱ ναῦτες ἦταν στὸ κατάστρωμα. Ἐγὼ κρατοῦσα τὸ τιμόνι ὅσο μποροῦσα. xyxy=(1195,949,1382,997)
lecture-body-text: Εἰς τὴν αἴθουσαν τοῦ Συλλόγου «Εὔξεινος Λέσχη», ὡμίλησεν χθὲς ἑσπέρας ὁ κ. Ἐπαμεινώνδας Σωτηριάδης μὲ θέμα τὸν Ποντιακὸν Ἑλληνισμόν. Παρηκολούθησαν ὁ Νομάρχης, ὁ Δήμαρχος καὶ πλῆθος ἀκροατῶν οἱ ὁποῖοι ἐχειροκρότησαν τὸν ὁμιλητήν. xyxy=(618,1921,812,2030)
column-rule xyxy=(995,8,996,2316)
subheading: Δὲν ἑορτάζουν xyxy=(8,48,115,62)
map-caption: Αὐτοὶ εἶναι οἱ 8 ἀφετηρίαι καὶ αἱ ἀντίστοιχοι διαδρομαὶ τὰς ὁποίας ἀκολουθοῦν τὰ μετέχοντα τοῦ 27ου ράλλυ Μόντε Κάρλο ἐπερτεινόμενα συνεπέστατα καὶ τὰ ἀπόσα φθάσουν μέχρι τῆς τρίτης ἡμέρας. Ἀπὸ τὰς 1050 χιλιομέτρων ἄρτιων διαδρομῶν ΑΝΩ ΔΕΞΙΑ: Τὰ σημεῖα ὅπου θὰ συναντηθοῦν τὰ αὐτοκίνητα τῶν διαφόρων ἀφετηριῶν καὶ θὰ συνεχίσουν ἀπὸ κοινοῦ τὴν πρὸς Μόντε Κάρλο διαδρομήν. xyxy=(416,516,812,597)
small-news-text: Ἀπεκοιμήθη ἐν Κυρίῳ ἡ Ἑλένη Παπαδοπούλου. Τὸ ὑπουργεῖον Βορείου Ἑλλάδος ἐνέκρινε τὴν χορήγησιν πιστώσεως διὰ τὴν ἐπισκευὴν τῶν σχολείων. Ὁ Δῆμος ἀνακοινώνει ὅτι αἱ ὑδρεύσεις θὰ διακοποῦν αὔριον. xyxy=(210,786,404,858)
university-text: Ὑπὸ τῆς γραμματείας τῆς Φιλοσοφικῆς Σχολῆς ἀνεκοινώθη ὅτι ἀνακηρύσσονται διδάκτορες οἱ κ.κ. Χρῆστος Παπαδόπουλος, Ἰωάννης Ἀλεξίου, Θεόδωρος Νικολαΐδης, Γεώργιος Βασιλείου, Σταῦρος Οἰκονόμου, Παναγιώτης Χατζῆς, Κωνσταντῖνος Ρίζος, Ἀθανάσιος Μαργαρίτης. Ἡ ὁρκωμοσία θὰ γίνῃ τὴν 2αν Φεβρουαρίου. xyxy=(210,640,404,759)
map-row xyxy=(416,185,812,514)
brief-headline: ΔΙΚΑΖΕΤΑΙ Ο ΦΟΝΕΥΣΑΣ ΤΟΝ ΣΥΝΑΔΕΛΦΟΝ ΤΟΥ ΣΤΡΑΤΙΩΤΗΣ xyxy=(834,38,978,79)
funeral-name: ΕΛΕΥΘΕΡΙΟΝ ΘΕΟΧΑΡΙΔΗΝ xyxy=(233,1228,381,1241)
brief-text: ΚΑΡΑΤΣΙ, 23. (Ρώυτερ). Ὁ 21ετὴς Ἀγὰ Χὰν ἐνεθρονίσθη ἐπισήμως ὡς πνευματικὸς ἀρχηγὸς τῶν Ἰσμαηλιτῶν Μουσουλμάνων ἐνώπιον 100.000 πιστῶν. xyxy=(823,986,989,1046)
brief-subheadline: ΕΙΧΕ ΚΑΤΑΦΥΓΕΙ ΕΙΣ ΒΟΥΛΓΑΡΙΑΝ xyxy=(824,83,988,94)
map-label: GLASGOW xyxy=(425,231,495,246)
photo-headline: ΔΙΑΝΟΙΓΕΤΑΙ Η ΠΛΑΤΕΙΑ ΠΡΟ ΤΗΣ ΝΕΑΣ ΠΑΝΑΓΙΑΣ xyxy=(217,11,397,35)
column-right xyxy=(1001,8,1576,2316)
subheading: Πανεπιστημιακὰ νέα xyxy=(221,498,393,517)
divider xyxy=(1001,33,1576,35)
column-center xyxy=(416,8,812,2316)
feature-body xyxy=(1001,674,1576,1268)
funeral-text: Τὸν πολυαγαπημένον μας σύζυγον, πατέρα καὶ ἀδελφόν, ἀπεβιώσαντα χθές, κηδεύομεν σήμερον Παρασκευὴν καὶ ὥραν 3 μ.μ. ἐκ τῆς οἰκίας μας. xyxy=(210,1242,404,1290)
rally-photo xyxy=(416,761,812,1011)
flood-subheadline: ΔΕΚΑ ΠΕΝΤΕ ΟΙΚΙΑΙ ΚΑΤΕΣΤΡΑΦΗΣΑΝ xyxy=(1116,140,1461,161)
rally-photo-caption: Ὁ Χρονίδης, συνοδηγὸς τοῦ Μήκη, εἰς τὸ 11 «Ἐρ. Τέ. Ἀ», πρὸ τοῦ ἐλέγχου Εὐζώνων καὶ ὀλίγον πρὸ τῆς ἐκκινήσεως πρὸς συνέχειαν τῆς διαδρομῆς τοῦ ράλλυ Μόντε Κάρλο. Παρ' αὐτὸν ὁ Μουστακίδης καὶ οἱ κ.κ. Λεονταρίδης καὶ Ζώρας καὶ ἀριστερὰ ὁ κύριος Μιχαηλίδου καὶ Μανδουπέλος, ὁ διευθυντὴς τοῦ τελωνείου κ. Παναγιωτάκης καὶ ἄλλοι ἐπίσημοι μεταξὺ ἐκείνων τῶν ἐπιτροπῶν. xyxy=(416,1014,812,1095)
divider xyxy=(823,834,989,835)
funeral-name: ΜΑΡΙΑΝ ΧΡ. ΚΑΖΑΚΑ xyxy=(250,1294,363,1307)
weather-text: Ζημίαι ἐπίσης ὑπέστη καὶ τὸ ἔργον τοῦ ὑδραγωγείου. Τύχη μερικῶν οἰκογενειῶν αἱ ὁποῖαι διεσώθησαν. ΤΥΦΩΝ ΕΙΣ ΚΑΤΑΚΩΛΟΝ. ΠΥΡΓΟΣ, 23. Σήμερον τὴν 3.30 πρωϊνὴν εἰς τὸ λιμένα τοῦ Κατακώλου ἐσημειώθη ἰσχυρότατος τυφών. ΕΙΣ ΤΟΝ ΕΒΡΟΝ. ΦΕΡΡΑΙ, 23. Ὁ Ἔβρος ἐσημείωσε νέαν ἄνοδον. ΕΙΣ ΤΗΝ ΚΟΜΟΤΗΝΗΝ. ΚΟΜΟΤΗΝΗ, 23. Κατὰ τὸ εἰκοσιτετράωρον ἐσημειώθησαν χιονοπτώσεις. ΕΙΣ ΤΗΝ ΑΓΓ. ΕΥΡΩΠΗΝ. ΛΟΝΔΙΝΟΝ, 23. (Ρώυτερ). Τὸ πολικὸν ψῦχος ἐσκόρπισε τὸν θάνατον εἰς τὴν Εὐρώπην. xyxy=(1195,254,1382,435)
